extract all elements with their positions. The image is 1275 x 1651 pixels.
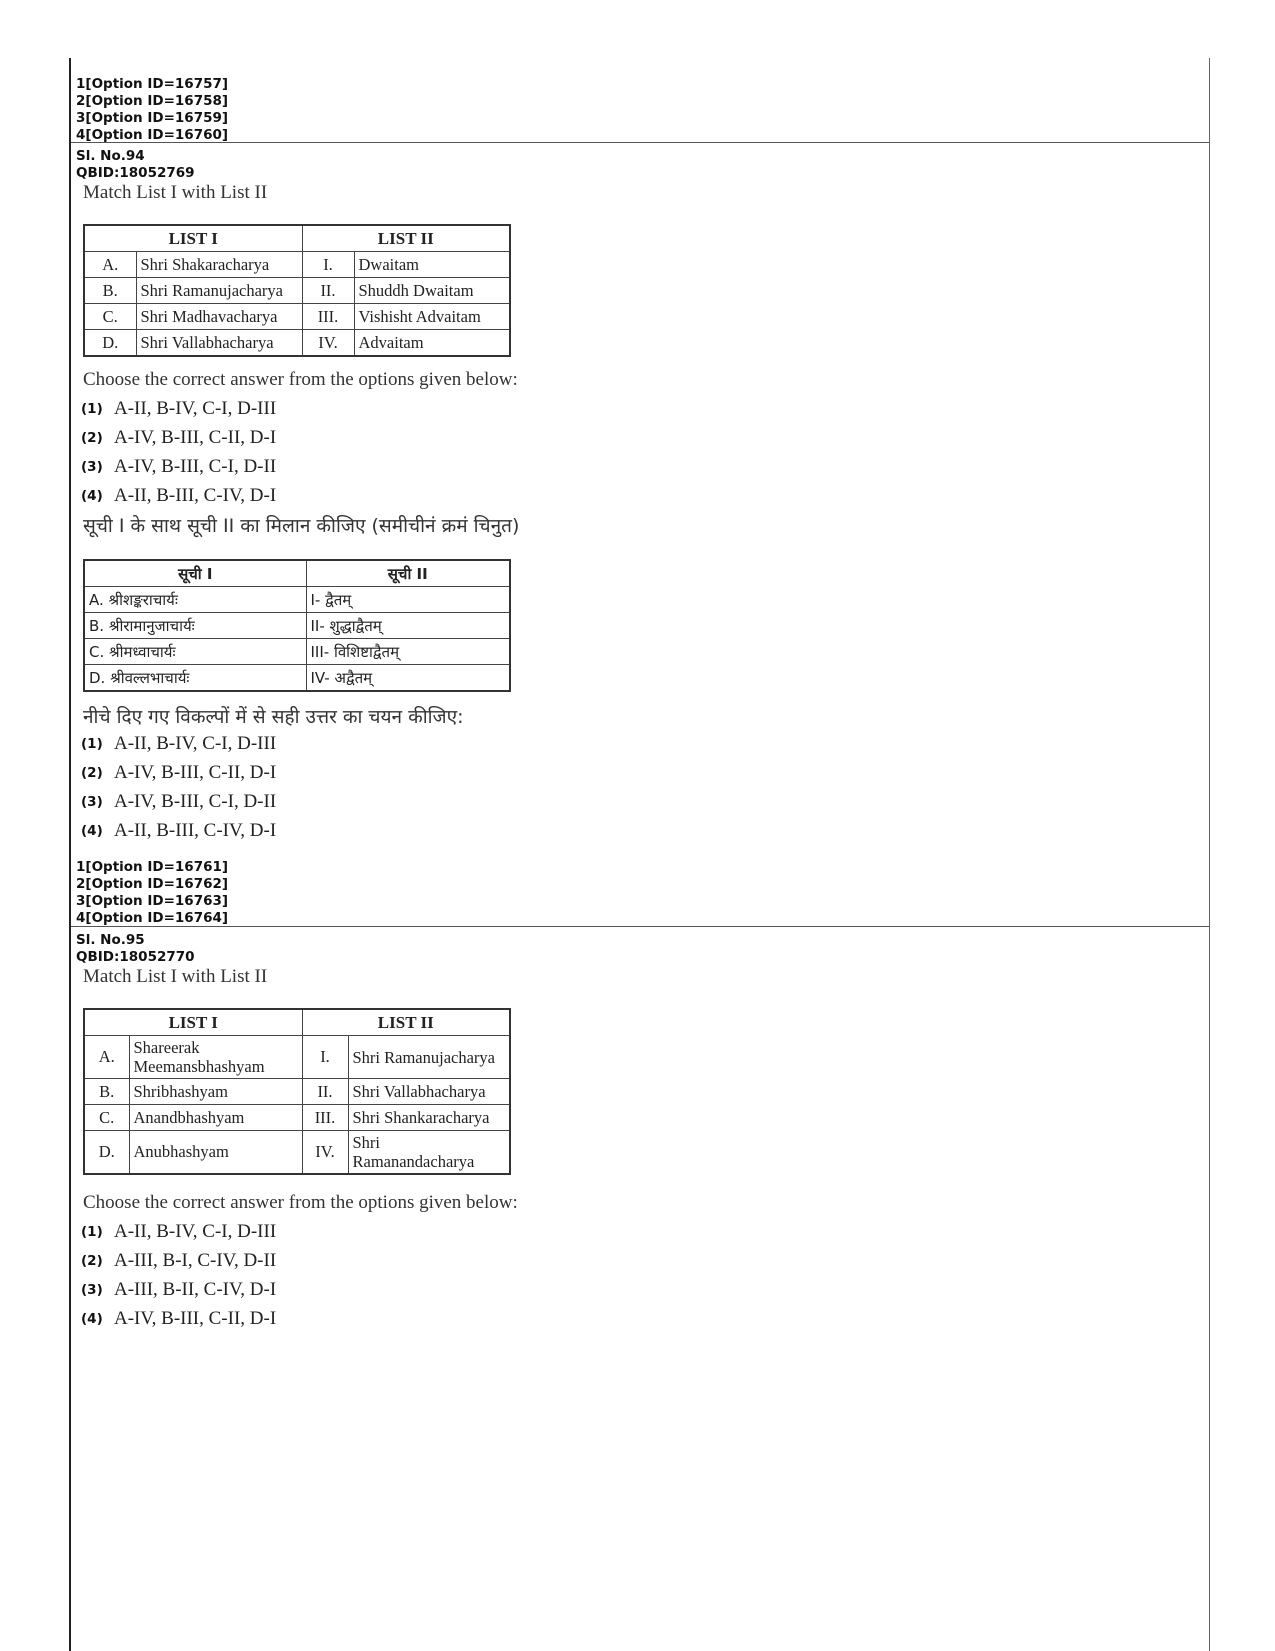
list-1-item: Shribhashyam xyxy=(129,1079,302,1105)
option-text: A-II, B-IV, C-I, D-III xyxy=(114,397,277,419)
option-id: 2[Option ID=16758] xyxy=(76,93,229,109)
row-key: D. xyxy=(84,330,136,357)
list-2-item: Advaitam xyxy=(354,330,510,357)
list-2-header: LIST II xyxy=(302,1009,510,1036)
row-key: B. xyxy=(84,1079,129,1105)
option-id: 4[Option ID=16760] xyxy=(76,127,229,143)
divider xyxy=(71,926,1209,927)
answer-option[interactable] xyxy=(81,1217,276,1246)
row-key: D. xyxy=(84,1131,129,1175)
option-number: (4) xyxy=(81,487,103,504)
hindi-list-2-item: II- शुद्धाद्वैतम् xyxy=(306,613,510,639)
option-text: A-II, B-III, C-IV, D-I xyxy=(114,819,277,841)
list-1-item-cont: Meemansbhashyam xyxy=(133,1057,265,1076)
answer-options xyxy=(81,1217,276,1333)
match-table xyxy=(83,1008,511,1175)
option-text: A-II, B-III, C-IV, D-I xyxy=(114,484,277,506)
row-roman: I. xyxy=(302,1036,348,1079)
table-row xyxy=(84,587,510,613)
list-2-item-cont: Ramanandacharya xyxy=(352,1152,475,1171)
row-roman: II. xyxy=(302,278,354,304)
table-row xyxy=(84,1105,510,1131)
serial-number: Sl. No.95 xyxy=(76,932,145,948)
list-1-item: Shri Madhavacharya xyxy=(136,304,302,330)
list-1-item: Shri Ramanujacharya xyxy=(136,278,302,304)
hindi-list-1-item: C. श्रीमध्वाचार्यः xyxy=(84,639,306,665)
hindi-answer-options xyxy=(81,729,276,845)
option-number: (4) xyxy=(81,822,103,839)
question-instruction: Match List I with List II xyxy=(83,182,268,203)
answer-options xyxy=(81,394,276,510)
question-instruction: Match List I with List II xyxy=(83,966,268,987)
option-id-list xyxy=(76,859,228,927)
option-text: A-II, B-IV, C-I, D-III xyxy=(114,1220,277,1242)
option-text: A-IV, B-III, C-II, D-I xyxy=(114,1307,277,1329)
list-2-header: LIST II xyxy=(302,225,510,252)
page-frame xyxy=(69,58,1210,1651)
question-header xyxy=(76,148,195,182)
list-2-item: Shri Shankaracharya xyxy=(348,1105,510,1131)
hindi-list-1-item: A. श्रीशङ्कराचार्यः xyxy=(84,587,306,613)
option-number: (1) xyxy=(81,735,103,752)
answer-option[interactable] xyxy=(81,481,276,510)
question-header xyxy=(76,932,195,966)
choose-instruction: Choose the correct answer from the options given below: xyxy=(83,369,518,390)
answer-option[interactable] xyxy=(81,787,276,816)
option-text: A-II, B-IV, C-I, D-III xyxy=(114,732,277,754)
row-key: A. xyxy=(84,1036,129,1079)
answer-option[interactable] xyxy=(81,1304,276,1333)
list-1-item: Shri Shakaracharya xyxy=(136,252,302,278)
list-1-item: Anubhashyam xyxy=(129,1131,302,1175)
option-number: (3) xyxy=(81,458,103,475)
choose-instruction: Choose the correct answer from the options given below: xyxy=(83,1192,518,1213)
hindi-list-2-header: सूची II xyxy=(306,560,510,587)
row-roman: IV. xyxy=(302,1131,348,1175)
option-id: 1[Option ID=16761] xyxy=(76,859,229,875)
answer-option[interactable] xyxy=(81,816,276,845)
list-1-item: Shareerak xyxy=(133,1038,200,1057)
option-text: A-IV, B-III, C-II, D-I xyxy=(114,761,277,783)
option-number: (1) xyxy=(81,1223,103,1240)
answer-option[interactable] xyxy=(81,452,276,481)
list-1-item: Anandbhashyam xyxy=(129,1105,302,1131)
row-roman: III. xyxy=(302,1105,348,1131)
option-number: (2) xyxy=(81,429,103,446)
serial-number: Sl. No.94 xyxy=(76,148,145,164)
option-id: 2[Option ID=16762] xyxy=(76,876,229,892)
hindi-list-2-item: I- द्वैतम् xyxy=(306,587,510,613)
row-key: C. xyxy=(84,1105,129,1131)
row-roman: II. xyxy=(302,1079,348,1105)
row-roman: III. xyxy=(302,304,354,330)
option-id-list xyxy=(76,76,228,144)
option-id: 1[Option ID=16757] xyxy=(76,76,229,92)
answer-option[interactable] xyxy=(81,729,276,758)
qbid: QBID:18052770 xyxy=(76,949,195,965)
option-id: 3[Option ID=16763] xyxy=(76,893,229,909)
list-2-item: Vishisht Advaitam xyxy=(354,304,510,330)
row-roman: I. xyxy=(302,252,354,278)
option-id: 4[Option ID=16764] xyxy=(76,910,229,926)
match-table xyxy=(83,224,511,357)
option-id: 3[Option ID=16759] xyxy=(76,110,229,126)
option-number: (2) xyxy=(81,764,103,781)
row-key: B. xyxy=(84,278,136,304)
list-1-header: LIST I xyxy=(84,1009,302,1036)
answer-option[interactable] xyxy=(81,394,276,423)
option-text: A-IV, B-III, C-II, D-I xyxy=(114,426,277,448)
option-text: A-III, B-II, C-IV, D-I xyxy=(114,1278,277,1300)
table-row xyxy=(84,1079,510,1105)
table-row xyxy=(84,278,510,304)
list-2-item: Shri Vallabhacharya xyxy=(348,1079,510,1105)
table-row xyxy=(84,252,510,278)
table-row xyxy=(84,639,510,665)
divider xyxy=(71,142,1209,143)
row-key: A. xyxy=(84,252,136,278)
table-row xyxy=(84,1131,510,1175)
table-row xyxy=(84,665,510,692)
answer-option[interactable] xyxy=(81,758,276,787)
row-roman: IV. xyxy=(302,330,354,357)
option-number: (4) xyxy=(81,1310,103,1327)
list-2-item: Shri xyxy=(352,1133,381,1152)
table-row xyxy=(84,330,510,357)
hindi-match-table xyxy=(83,559,511,692)
option-number: (1) xyxy=(81,400,103,417)
answer-option[interactable] xyxy=(81,1246,276,1275)
list-1-item: Shri Vallabhacharya xyxy=(136,330,302,357)
list-2-item: Shuddh Dwaitam xyxy=(354,278,510,304)
hindi-instruction: सूची I के साथ सूची II का मिलान कीजिए (समीचीनं क्रमं चिनुत) xyxy=(83,515,520,537)
hindi-list-2-item: IV- अद्वैतम् xyxy=(306,665,510,692)
answer-option[interactable] xyxy=(81,1275,276,1304)
list-2-item: Shri Ramanujacharya xyxy=(352,1047,495,1067)
hindi-list-1-item: B. श्रीरामानुजाचार्यः xyxy=(84,613,306,639)
table-row xyxy=(84,613,510,639)
option-text: A-III, B-I, C-IV, D-II xyxy=(114,1249,277,1271)
option-number: (2) xyxy=(81,1252,103,1269)
option-number: (3) xyxy=(81,1281,103,1298)
table-row xyxy=(84,304,510,330)
list-1-header: LIST I xyxy=(84,225,302,252)
option-text: A-IV, B-III, C-I, D-II xyxy=(114,455,277,477)
hindi-list-1-item: D. श्रीवल्लभाचार्यः xyxy=(84,665,306,692)
option-text: A-IV, B-III, C-I, D-II xyxy=(114,790,277,812)
hindi-choose-instruction: नीचे दिए गए विकल्पों में से सही उत्तर का चयन कीजिए: xyxy=(83,706,464,728)
hindi-list-2-item: III- विशिष्टाद्वैतम् xyxy=(306,639,510,665)
answer-option[interactable] xyxy=(81,423,276,452)
table-row xyxy=(84,1036,510,1079)
qbid: QBID:18052769 xyxy=(76,165,195,181)
hindi-list-1-header: सूची I xyxy=(84,560,306,587)
row-key: C. xyxy=(84,304,136,330)
option-number: (3) xyxy=(81,793,103,810)
list-2-item: Dwaitam xyxy=(354,252,510,278)
